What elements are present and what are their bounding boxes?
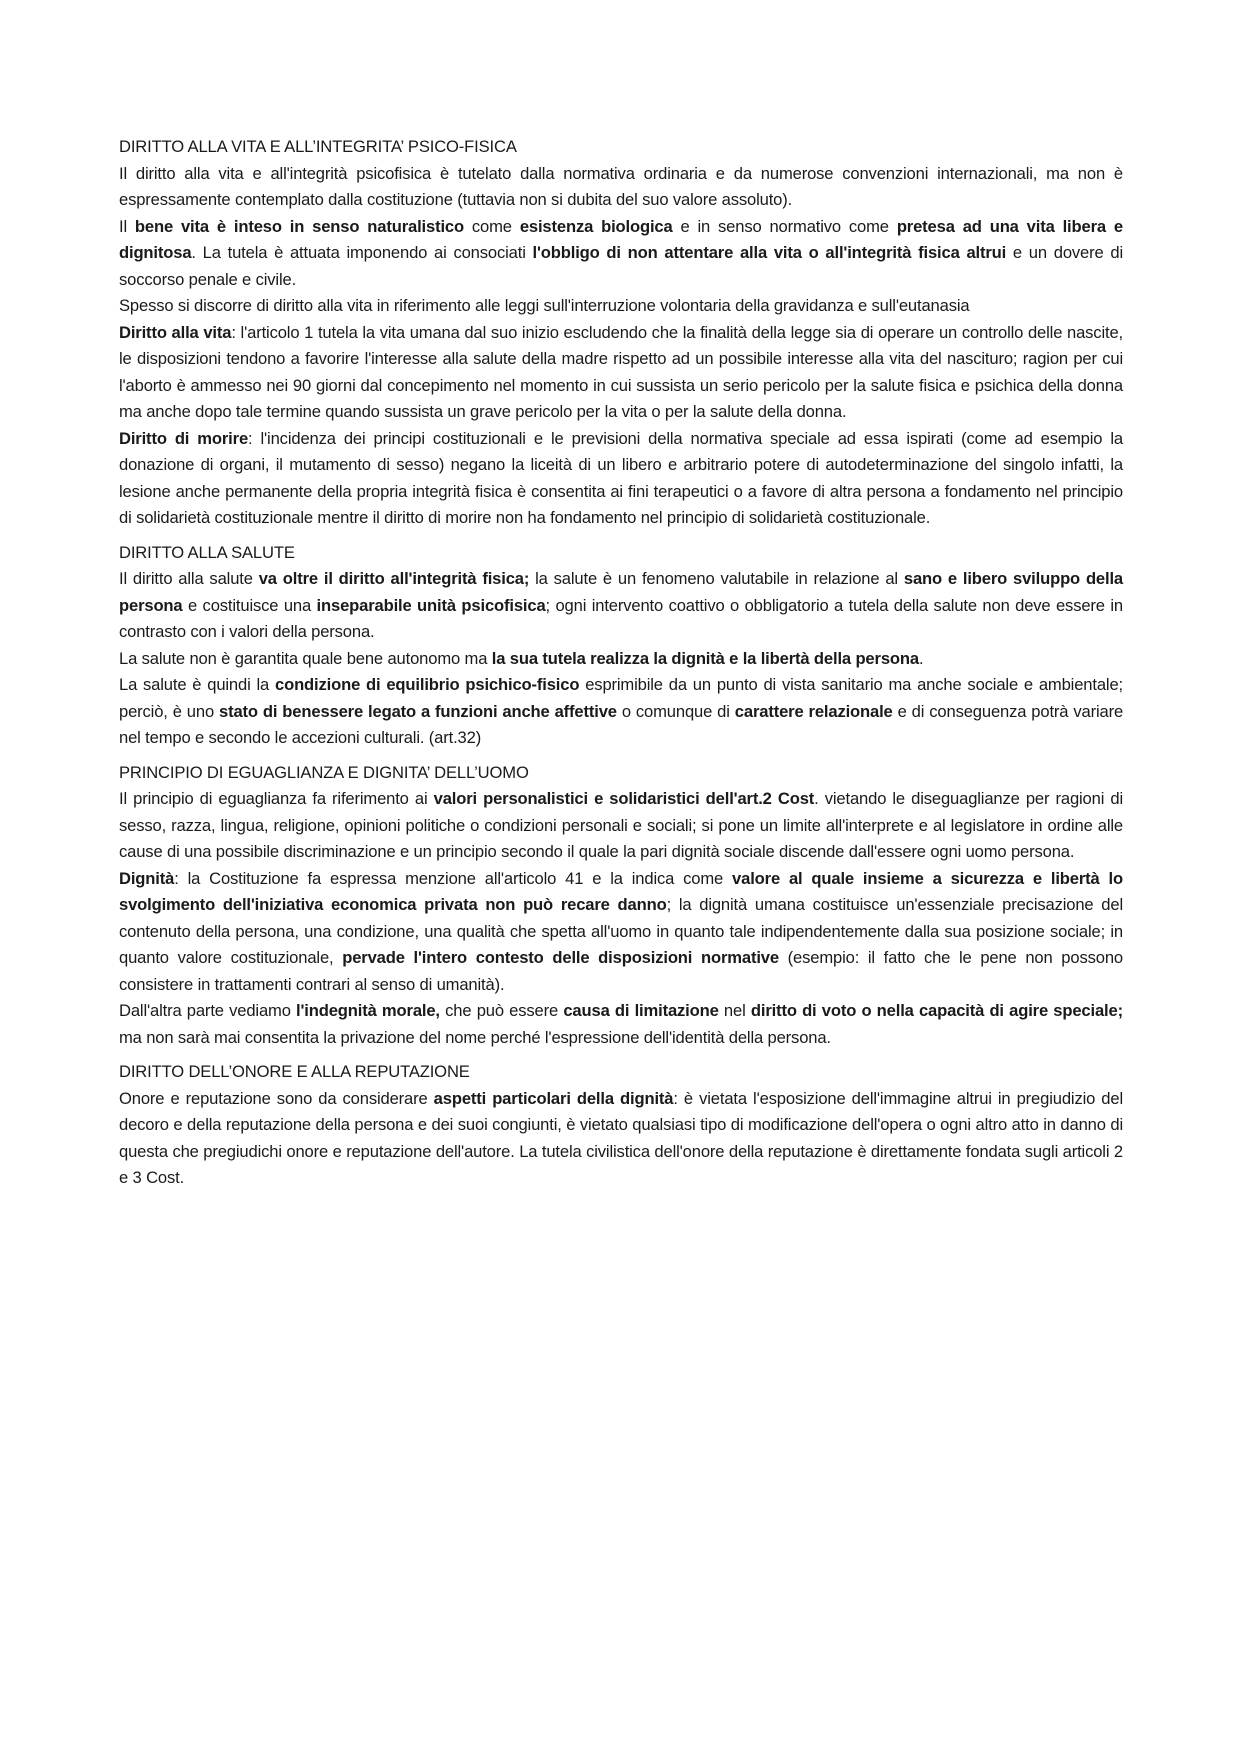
bold-text: inseparabile unità psicofisica bbox=[316, 595, 546, 615]
text-run: : la Costituzione fa espressa menzione all'articolo 41 e la indica come bbox=[174, 868, 733, 888]
paragraph bbox=[119, 320, 1123, 426]
section-heading: PRINCIPIO DI EGUAGLIANZA E DIGNITA’ DELL’UOMO bbox=[119, 762, 529, 782]
bold-text: valori personalistici e solidaristici dell'art.2 Cost bbox=[433, 789, 815, 808]
section-heading: DIRITTO ALLA SALUTE bbox=[119, 542, 295, 562]
text-run: esprimibile da un punto di vista sanitario ma anche sociale e ambientale; perciò, è uno bbox=[119, 675, 1123, 721]
text-run: Il diritto alla salute bbox=[119, 569, 259, 588]
text-run: Il diritto alla vita e all'integrità psicofisica è tutelato dalla normativa ordinaria e da numerose convenzioni internazionali, ma non è espressamente contemplato dalla costituzione (tuttavia non si dubita del suo valore assoluto). bbox=[119, 163, 1123, 209]
bold-text: va oltre il diritto all'integrità fisica; bbox=[258, 569, 530, 588]
text-run: e un dovere di soccorso penale e civile. bbox=[119, 243, 1124, 289]
bold-text: bene vita è inteso in senso naturalistico bbox=[134, 216, 464, 236]
paragraph bbox=[119, 1086, 1123, 1192]
bold-text: stato di benessere legato a funzioni anche affettive bbox=[219, 701, 617, 721]
bold-text: Diritto alla vita bbox=[119, 322, 232, 342]
bold-text: carattere relazionale bbox=[734, 701, 893, 721]
text-run: ; la dignità umana costituisce un'essenziale precisazione del contenuto della persona, una condizione, una qualità che spetta all'uomo in quanto tale indipendentemente dalla sua posizione sociale; in quanto valore costituzionale, bbox=[119, 895, 1123, 967]
bold-text: l'indegnità morale, bbox=[296, 1001, 440, 1020]
text-run: ; ogni intervento coattivo o obbligatorio a tutela della salute non deve essere in contrasto con i valori della persona. bbox=[119, 595, 1123, 641]
paragraph bbox=[119, 998, 1123, 1051]
bold-text: pretesa ad una vita libera e dignitosa bbox=[119, 216, 1123, 262]
paragraph bbox=[119, 672, 1123, 752]
text-run: . bbox=[918, 648, 924, 668]
text-run: ma non sarà mai consentita la privazione del nome perché l'espressione dell'identità della persona. bbox=[119, 1027, 831, 1047]
paragraph bbox=[119, 426, 1123, 532]
paragraph bbox=[119, 786, 1123, 866]
text-run: e in senso normativo come bbox=[672, 216, 897, 236]
text-run: : è vietata l'esposizione dell'immagine altrui in pregiudizio del decoro e della reputazione della persona e dei suoi congiunti, è vietato qualsiasi tipo di modificazione dell'opera o ogni altro atto in danno di questa che pregiudichi onore e reputazione dell'autore. La tutela civilistica dell'onore della reputazione è direttamente fondata sugli articoli 2 e 3 Cost. bbox=[119, 1088, 1123, 1187]
paragraph bbox=[119, 866, 1123, 999]
text-run: La salute è quindi la bbox=[119, 675, 275, 694]
text-run: la salute è un fenomeno valutabile in relazione al bbox=[529, 569, 904, 588]
text-run: Onore e reputazione sono da considerare bbox=[119, 1088, 434, 1108]
text-run: Spesso si discorre di diritto alla vita in riferimento alle leggi sull'interruzione volontaria della gravidanza e sull'eutanasia bbox=[119, 296, 970, 315]
paragraph bbox=[119, 646, 1123, 673]
text-run: o comunque di bbox=[616, 701, 735, 721]
text-run: Il principio di eguaglianza fa riferimento ai bbox=[119, 789, 434, 808]
section-onore-reputazione bbox=[119, 1059, 1123, 1192]
bold-text: esistenza biologica bbox=[519, 216, 673, 236]
bold-text: diritto di voto o nella capacità di agire speciale; bbox=[750, 1001, 1123, 1020]
bold-text: aspetti particolari della dignità bbox=[433, 1088, 674, 1108]
bold-text: Diritto di morire bbox=[119, 428, 249, 448]
document-page bbox=[119, 134, 1123, 1200]
paragraph bbox=[119, 293, 1123, 320]
section-heading: DIRITTO DELL’ONORE E ALLA REPUTAZIONE bbox=[119, 1062, 470, 1081]
section-diritto-alla-vita bbox=[119, 134, 1123, 532]
paragraph bbox=[119, 214, 1123, 294]
bold-text: causa di limitazione bbox=[563, 1001, 719, 1020]
text-run: Dall'altra parte vediamo bbox=[119, 1001, 297, 1020]
paragraph bbox=[119, 566, 1123, 646]
bold-text: la sua tutela realizza la dignità e la libertà della persona bbox=[491, 648, 919, 668]
bold-text: sano e libero sviluppo della persona bbox=[119, 569, 1124, 615]
text-run: e costituisce una bbox=[182, 595, 317, 615]
text-run: come bbox=[463, 216, 520, 236]
section-diritto-alla-salute bbox=[119, 540, 1123, 752]
text-run: . La tutela è attuata imponendo ai consociati bbox=[191, 243, 533, 262]
bold-text: condizione di equilibrio psichico-fisico bbox=[275, 675, 580, 694]
text-run: : l'articolo 1 tutela la vita umana dal suo inizio escludendo che la finalità della legge sia di operare un controllo delle nascite, le disposizioni tendono a favorire l'interesse alla salute della madre rispetto ad un possibile interesse alla vita del nascituro; ragion per cui l'aborto è ammesso nei 90 giorni dal concepimento nel momento in cui sussista un serio pericolo per la salute fisica e psichica della donna ma anche dopo tale termine quando sussista un grave pericolo per la vita o per la salute della donna. bbox=[119, 322, 1123, 421]
section-heading: DIRITTO ALLA VITA E ALL’INTEGRITA’ PSICO-FISICA bbox=[119, 137, 517, 156]
text-run: nel bbox=[718, 1001, 751, 1020]
text-run: Il bbox=[119, 216, 135, 236]
bold-text: valore al quale insieme a sicurezza e libertà lo svolgimento dell'iniziativa economica privata non può recare danno bbox=[119, 868, 1123, 914]
text-run: La salute non è garantita quale bene autonomo ma bbox=[119, 648, 492, 668]
bold-text: l'obbligo di non attentare alla vita o all'integrità fisica altrui bbox=[532, 243, 1007, 262]
paragraph bbox=[119, 161, 1123, 214]
text-run: che può essere bbox=[439, 1001, 564, 1020]
section-principio-eguaglianza bbox=[119, 760, 1123, 1052]
bold-text: Dignità bbox=[119, 868, 175, 888]
text-run: (esempio: il fatto che le pene non possono consistere in trattamenti contrari al senso di umanità). bbox=[119, 948, 1123, 994]
bold-text: pervade l'intero contesto delle disposizioni normative bbox=[342, 948, 779, 967]
text-run: e di conseguenza potrà variare nel tempo e secondo le accezioni culturali. (art.32) bbox=[119, 701, 1124, 747]
text-run: . vietando le diseguaglianze per ragioni di sesso, razza, lingua, religione, opinioni politiche o condizioni personali e sociali; si pone un limite all'interprete e al legislatore in ordine alle cause di una possibile discriminazione e un principio secondo il quale la pari dignità sociale discende dall'essere ogni uomo persona. bbox=[119, 789, 1123, 861]
text-run: : l'incidenza dei principi costituzionali e le previsioni della normativa speciale ad essa ispirati (come ad esempio la donazione di organi, il mutamento di sesso) negano la liceità di un libero e arbitrario potere di autodeterminazione del singolo infatti, la lesione anche permanente della propria integrità fisica è consentita ai fini terapeutici o a favore di altra persona a fondamento nel principio di solidarietà costituzionale mentre il diritto di morire non ha fondamento nel principio di solidarietà costituzionale. bbox=[119, 428, 1123, 527]
